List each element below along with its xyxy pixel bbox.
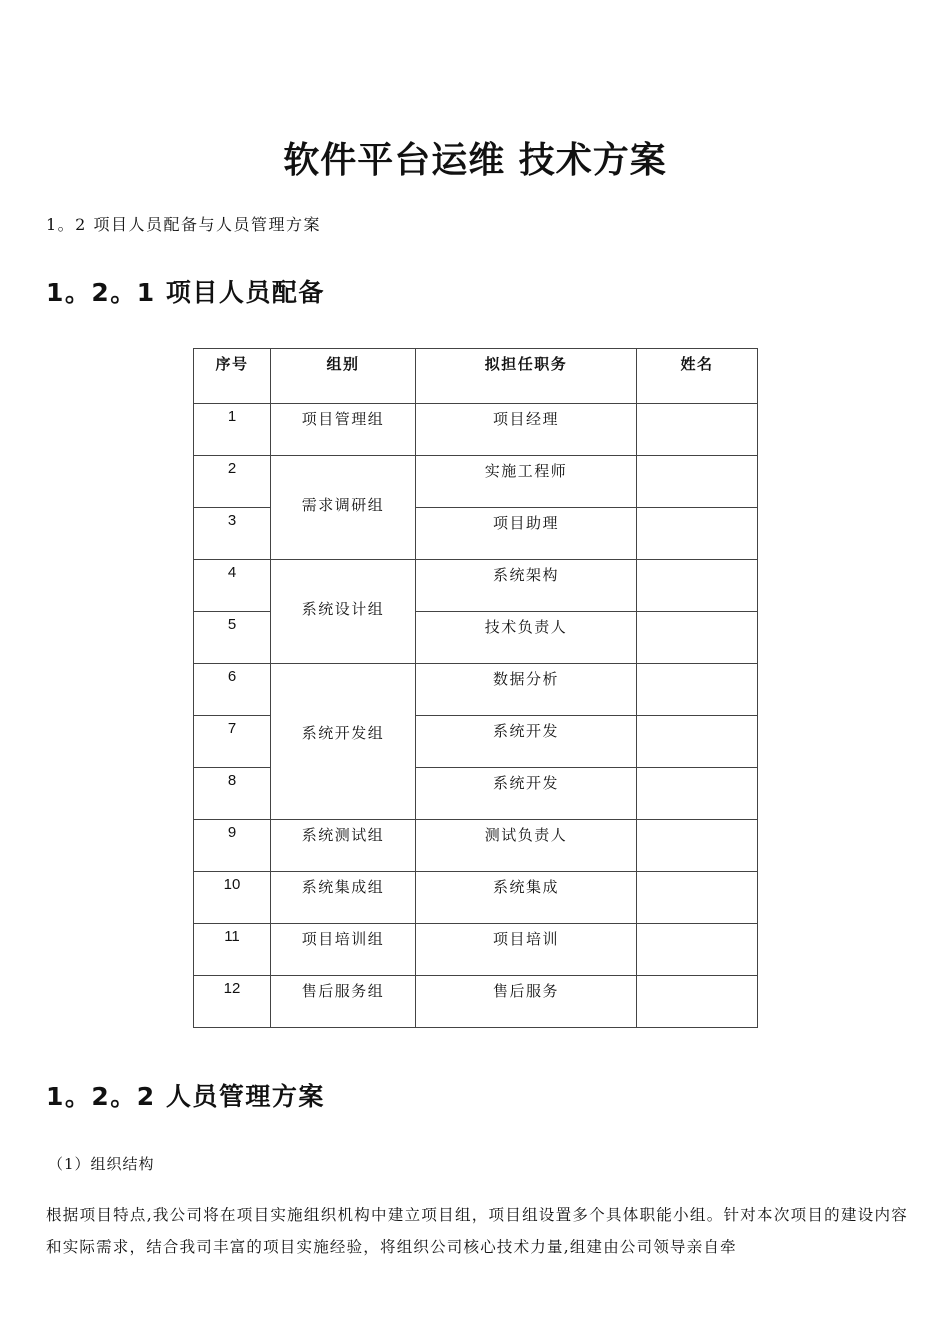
cell-no: 2 xyxy=(194,456,271,508)
cell-name xyxy=(637,508,758,560)
cell-name xyxy=(637,664,758,716)
cell-role: 技术负责人 xyxy=(416,612,637,664)
table-row xyxy=(194,404,758,456)
cell-group: 需求调研组 xyxy=(271,456,416,560)
cell-no: 4 xyxy=(194,560,271,612)
header-role: 拟担任职务 xyxy=(416,349,637,404)
cell-role: 售后服务 xyxy=(416,976,637,1028)
cell-name xyxy=(637,560,758,612)
cell-name xyxy=(637,976,758,1028)
cell-no: 5 xyxy=(194,612,271,664)
cell-no: 6 xyxy=(194,664,271,716)
cell-name xyxy=(637,924,758,976)
table-header-row xyxy=(194,349,758,404)
section-subtitle: 1。2 项目人员配备与人员管理方案 xyxy=(46,215,321,234)
cell-role: 实施工程师 xyxy=(416,456,637,508)
cell-group: 系统开发组 xyxy=(271,664,416,820)
cell-role: 系统集成 xyxy=(416,872,637,924)
cell-name xyxy=(637,612,758,664)
cell-group: 项目培训组 xyxy=(271,924,416,976)
table-row xyxy=(194,924,758,976)
cell-role: 系统开发 xyxy=(416,768,637,820)
cell-role: 项目助理 xyxy=(416,508,637,560)
table-row xyxy=(194,820,758,872)
heading-management: 1。2。2 人员管理方案 xyxy=(46,1082,325,1111)
table-row xyxy=(194,872,758,924)
cell-name xyxy=(637,404,758,456)
table-row xyxy=(194,976,758,1028)
cell-no: 12 xyxy=(194,976,271,1028)
header-name: 姓名 xyxy=(637,349,758,404)
cell-no: 9 xyxy=(194,820,271,872)
cell-name xyxy=(637,456,758,508)
cell-group: 系统设计组 xyxy=(271,560,416,664)
cell-role: 项目培训 xyxy=(416,924,637,976)
header-group: 组别 xyxy=(271,349,416,404)
cell-no: 8 xyxy=(194,768,271,820)
cell-no: 3 xyxy=(194,508,271,560)
cell-name xyxy=(637,768,758,820)
cell-role: 系统开发 xyxy=(416,716,637,768)
document-title: 软件平台运维 技术方案 xyxy=(283,140,667,181)
table-row xyxy=(194,664,758,716)
table-row xyxy=(194,560,758,612)
cell-no: 1 xyxy=(194,404,271,456)
cell-name xyxy=(637,716,758,768)
cell-group: 售后服务组 xyxy=(271,976,416,1028)
cell-role: 系统架构 xyxy=(416,560,637,612)
cell-group: 系统集成组 xyxy=(271,872,416,924)
cell-role: 测试负责人 xyxy=(416,820,637,872)
section-label: （1）组织结构 xyxy=(48,1155,155,1173)
heading-staffing: 1。2。1 项目人员配备 xyxy=(46,278,325,307)
cell-no: 7 xyxy=(194,716,271,768)
cell-no: 11 xyxy=(194,924,271,976)
cell-no: 10 xyxy=(194,872,271,924)
cell-role: 数据分析 xyxy=(416,664,637,716)
table-row xyxy=(194,456,758,508)
header-no: 序号 xyxy=(194,349,271,404)
cell-name xyxy=(637,820,758,872)
cell-name xyxy=(637,872,758,924)
cell-group: 系统测试组 xyxy=(271,820,416,872)
cell-group: 项目管理组 xyxy=(271,404,416,456)
cell-role: 项目经理 xyxy=(416,404,637,456)
body-paragraph: 根据项目特点,我公司将在项目实施组织机构中建立项目组，项目组设置多个具体职能小组。针对本次项目的建设内容和实际需求，结合我司丰富的项目实施经验，将组织公司核心技术力量,组建由公司领导亲自牵 xyxy=(46,1206,908,1256)
staffing-table xyxy=(193,348,758,1028)
